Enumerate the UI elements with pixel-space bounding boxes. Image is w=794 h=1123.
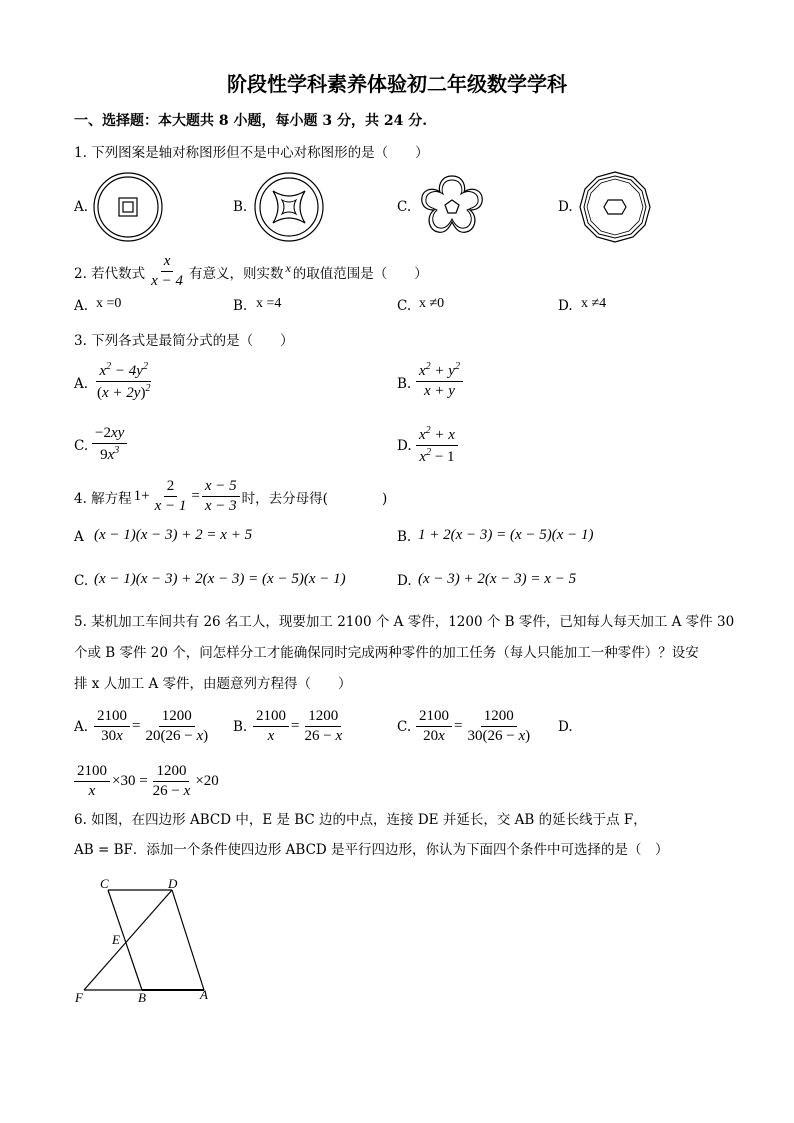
question-5-line-3: 排 x 人加工 A 零件，由题意列方程得（ ） (74, 676, 352, 692)
q2-stem-part-1: 2. 若代数式 (74, 265, 146, 282)
q3-option-d-fraction: $\frac{x^2 + x}{x^2 - 1}$ (416, 425, 458, 467)
q3-option-a-label: A. (74, 376, 89, 392)
coin-curved-star-figure (253, 171, 325, 243)
dodecagon-hexagon-figure (578, 170, 652, 244)
point-c-label: C (100, 878, 109, 891)
q2-stem-part-3: 的取值范围是（ ） (292, 265, 428, 282)
q4-stem-part-1: 4. 解方程 (74, 490, 132, 507)
q2-variable: x (285, 261, 291, 276)
q5-option-a-label: A. (74, 719, 89, 735)
point-d-label: D (168, 878, 178, 891)
q2-option-a-text: x =0 (96, 296, 122, 311)
q4-option-d-text: (x − 3) + 2(x − 3) = x − 5 (418, 571, 577, 587)
q5-option-d-equation: $\frac{2100}{x}$ ×30 = $\frac{1200}{26 - x}$ ×20 (74, 760, 219, 801)
coin-square-hole-figure (92, 171, 164, 243)
question-2-stem (74, 253, 428, 291)
q3-option-d-label: D. (397, 438, 412, 454)
q2-option-c-text: x ≠0 (419, 296, 445, 311)
question-5-line-1: 5. 某机加工车间共有 26 名工人，现要加工 2100 个 A 零件，1200 个 B 零件，已知每人每天加工 A 零件 30 (74, 614, 735, 630)
point-b-label: B (138, 990, 146, 1005)
q4-equation: 1+ $\frac{2}{x - 1}$ = $\frac{x - 5}{x - 3}$ (134, 478, 240, 516)
question-3-stem: 3. 下列各式是最简分式的是（ ） (74, 333, 294, 349)
q5-option-d-label: D. (558, 719, 573, 735)
q5-option-b-equation: $\frac{2100}{x}$ = $\frac{1200}{26 - x}$ (253, 705, 345, 746)
q4-option-a-text: (x − 1)(x − 3) + 2 = x + 5 (94, 527, 253, 543)
q2-fraction-denominator: x − 4 (151, 273, 183, 290)
q1-option-b-label: B. (233, 199, 248, 215)
flower-pentagon-figure (414, 170, 490, 244)
q3-option-a-fraction: $\frac{x^2 - 4y^2}{(x + 2y)^2}$ (97, 361, 151, 402)
q4-option-a-label: A (74, 529, 84, 545)
q3-option-c-label: C. (74, 438, 89, 454)
q2-option-d-label: D. (558, 298, 573, 314)
question-4-stem (74, 478, 387, 516)
q2-fraction-numerator: x (161, 253, 174, 272)
q4-option-b-label: B. (397, 529, 412, 545)
parallelogram-diagram (70, 878, 220, 1010)
q2-option-d-text: x ≠4 (581, 296, 607, 311)
question-1-stem: 1. 下列图案是轴对称图形但不是中心对称图形的是（ ） (74, 145, 429, 161)
question-5-line-2: 个或 B 零件 20 个，问怎样分工才能确保同时完成两种零件的加工任务（每人只能加工一种零件）？设安 (74, 645, 699, 661)
question-6-line-1: 6. 如图，在四边形 ABCD 中，E 是 BC 边的中点，连接 DE 并延长，交 AB 的延长线于点 F， (74, 812, 647, 828)
q1-option-c-label: C. (397, 199, 412, 215)
q3-option-c-fraction: $\frac{-2xy}{9x^3}$ (92, 425, 127, 465)
page-title: 阶段性学科素养体验初二年级数学学科 (227, 72, 567, 96)
q1-option-a-label: A. (74, 199, 89, 215)
point-f-label: F (75, 990, 83, 1005)
q5-option-a-equation: $\frac{2100}{30x}$ = $\frac{1200}{20(26 - x)}$ (94, 705, 211, 746)
q4-option-d-label: D. (397, 573, 412, 589)
q5-option-b-label: B. (233, 719, 248, 735)
question-6-line-2: AB = BF．添加一个条件使四边形 ABCD 是平行四边形，你认为下面四个条件中可选择的是（ ） (74, 842, 669, 858)
section-heading: 一、选择题：本大题共 8 小题，每小题 3 分，共 24 分. (74, 113, 428, 129)
q3-option-b-label: B. (397, 376, 412, 392)
q4-option-c-label: C. (74, 573, 89, 589)
q1-option-d-label: D. (558, 199, 573, 215)
q2-option-c-label: C. (397, 298, 412, 314)
q3-option-b-fraction: $\frac{x^2 + y^2}{x + y}$ (416, 361, 463, 401)
q4-option-b-text: 1 + 2(x − 3) = (x − 5)(x − 1) (418, 527, 594, 543)
q2-option-a-label: A. (74, 298, 89, 314)
q2-option-b-label: B. (233, 298, 248, 314)
q2-stem-part-2: 有意义，则实数 (188, 265, 284, 282)
point-a-label: A (200, 987, 208, 1002)
q4-option-c-text: (x − 1)(x − 3) + 2(x − 3) = (x − 5)(x − 1) (94, 571, 346, 587)
q5-option-c-label: C. (397, 719, 412, 735)
q4-stem-part-2: 时，去分母得( ) (241, 490, 388, 507)
point-e-label: E (112, 932, 120, 947)
q5-option-c-equation: $\frac{2100}{20x}$ = $\frac{1200}{30(26 - x)}$ (416, 705, 533, 746)
q2-fraction (148, 253, 186, 291)
q2-option-b-text: x =4 (256, 296, 282, 311)
